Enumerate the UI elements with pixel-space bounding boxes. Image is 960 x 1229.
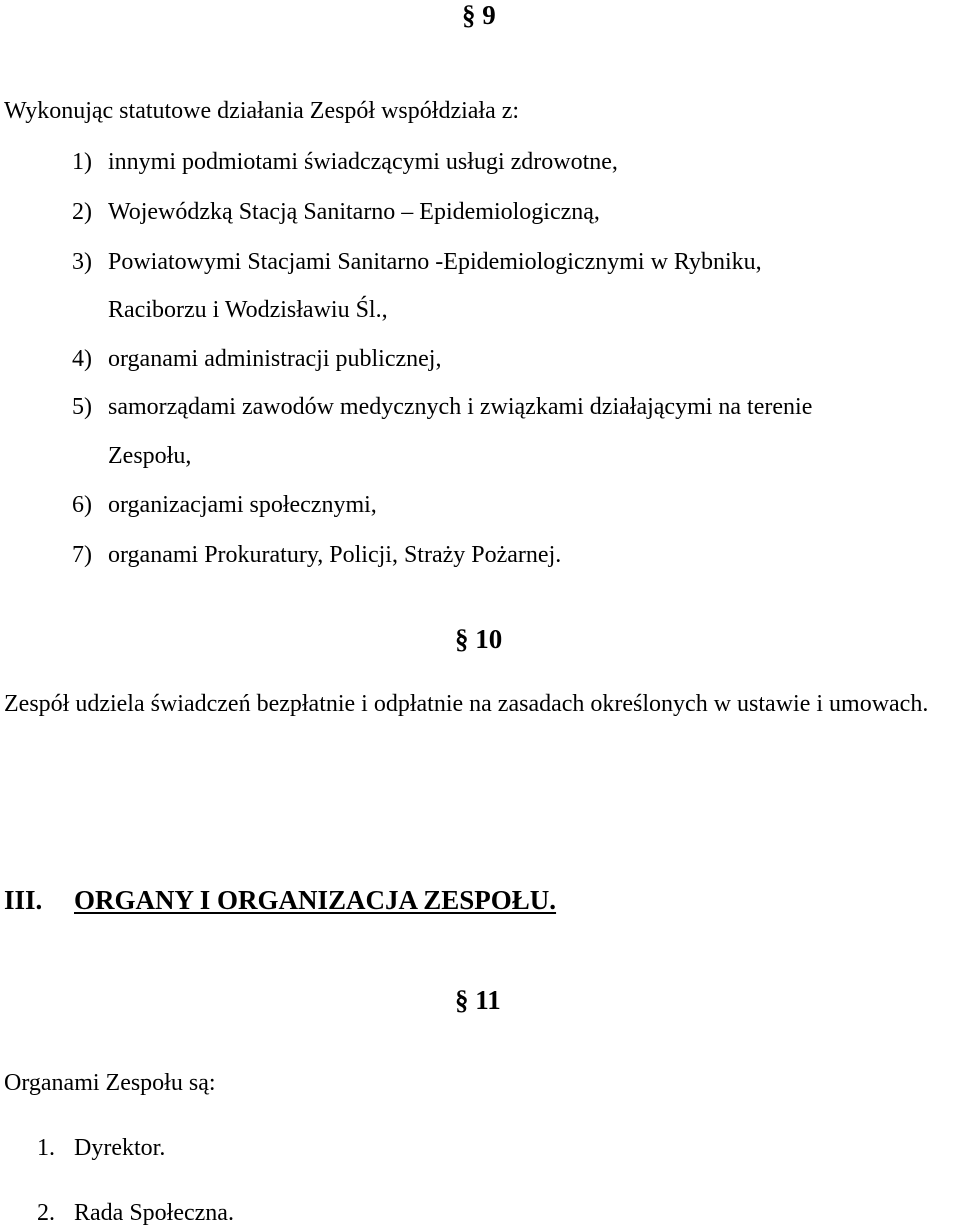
list-item xyxy=(72,393,812,421)
list-item-continuation: Raciborzu i Wodzisławiu Śl., xyxy=(108,297,388,323)
list-item xyxy=(72,345,441,373)
list-item xyxy=(37,1199,234,1227)
chapter-number: III. xyxy=(4,885,43,915)
list-item xyxy=(72,248,762,276)
list-item-number: 1) xyxy=(72,149,92,175)
list-item xyxy=(37,1134,165,1162)
section-9-intro: Wykonując statutowe działania Zespół współdziała z: xyxy=(4,98,520,124)
list-item-text: innymi podmiotami świadczącymi usługi zdrowotne, xyxy=(108,149,618,175)
list-item-number: 2. xyxy=(37,1200,55,1226)
list-item-number: 4) xyxy=(72,346,92,372)
list-item xyxy=(72,541,561,569)
list-item-text: organizacjami społecznymi, xyxy=(108,492,377,518)
list-item-text: organami Prokuratury, Policji, Straży Pożarnej. xyxy=(108,542,562,568)
section-11-intro: Organami Zespołu są: xyxy=(4,1070,216,1096)
list-item-number: 7) xyxy=(72,542,92,568)
list-item-text: Dyrektor. xyxy=(74,1135,166,1161)
section-10-heading: § 10 xyxy=(455,624,503,654)
list-item-number: 6) xyxy=(72,492,92,518)
section-9-heading: § 9 xyxy=(462,0,496,30)
list-item-number: 2) xyxy=(72,199,92,225)
chapter-heading xyxy=(4,885,556,916)
list-item-continuation: Zespołu, xyxy=(108,443,192,469)
section-11-heading: § 11 xyxy=(455,985,501,1015)
list-item-text: Rada Społeczna. xyxy=(74,1200,234,1226)
list-item-text: organami administracji publicznej, xyxy=(108,346,442,372)
list-item xyxy=(72,198,600,226)
list-item-text: Wojewódzką Stacją Sanitarno – Epidemiologiczną, xyxy=(108,199,600,225)
list-item xyxy=(72,491,377,519)
chapter-title: ORGANY I ORGANIZACJA ZESPOŁU. xyxy=(74,885,557,915)
list-item-number: 3) xyxy=(72,249,92,275)
list-item-text: Powiatowymi Stacjami Sanitarno -Epidemiologicznymi w Rybniku, xyxy=(108,249,762,275)
list-item xyxy=(72,148,618,176)
list-item-number: 1. xyxy=(37,1135,55,1161)
list-item-number: 5) xyxy=(72,394,92,420)
list-item-text: samorządami zawodów medycznych i związkami działającymi na terenie xyxy=(108,394,813,420)
section-10-text: Zespół udziela świadczeń bezpłatnie i odpłatnie na zasadach określonych w ustawie i umowach. xyxy=(4,691,929,717)
